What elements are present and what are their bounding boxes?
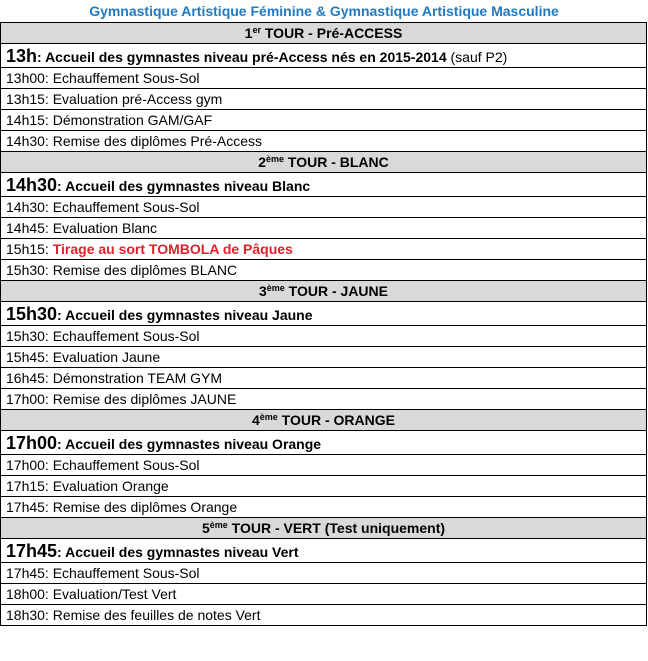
section-header-cell xyxy=(1,410,647,431)
schedule-item xyxy=(1,389,647,410)
schedule-item-text: 17h00: Echauffement Sous-Sol xyxy=(6,457,200,473)
schedule-item xyxy=(1,347,647,368)
schedule-item xyxy=(1,110,647,131)
schedule-item-text: 15h30: Echauffement Sous-Sol xyxy=(6,328,200,344)
accueil-cell xyxy=(1,431,647,455)
schedule-item xyxy=(1,68,647,89)
schedule-item-text: 13h00: Echauffement Sous-Sol xyxy=(6,70,200,86)
schedule-item-text: 17h45: Remise des diplômes Orange xyxy=(6,499,238,515)
schedule-item-highlight: Tirage au sort TOMBOLA de Pâques xyxy=(52,241,293,257)
accueil-row xyxy=(1,431,647,455)
schedule-item xyxy=(1,563,647,584)
schedule-item-text: 14h45: Evaluation Blanc xyxy=(6,220,157,236)
schedule-item xyxy=(1,89,647,110)
schedule-item-cell xyxy=(1,584,647,605)
schedule-item xyxy=(1,455,647,476)
schedule-item xyxy=(1,476,647,497)
accueil-row xyxy=(1,173,647,197)
schedule-item xyxy=(1,584,647,605)
schedule-item-cell xyxy=(1,368,647,389)
schedule-item-cell xyxy=(1,389,647,410)
page-title: Gymnastique Artistique Féminine & Gymnastique Artistique Masculine xyxy=(89,3,559,19)
schedule-item-cell xyxy=(1,476,647,497)
accueil-time: 17h00 xyxy=(6,432,58,453)
schedule-item-text: 16h45: Démonstration TEAM GYM xyxy=(6,370,223,386)
section-ordinal: ème xyxy=(266,154,285,164)
section-ordinal: er xyxy=(252,25,261,35)
accueil-text: : Accueil des gymnastes niveau Vert xyxy=(57,543,299,560)
accueil-text: : Accueil des gymnastes niveau Orange xyxy=(57,435,322,452)
accueil-text: : Accueil des gymnastes niveau pré-Access nés en 2015-2014 xyxy=(37,48,447,65)
section-number: 3 xyxy=(258,283,267,299)
schedule-item xyxy=(1,131,647,152)
section-number: 5 xyxy=(201,520,210,536)
schedule-item-cell xyxy=(1,563,647,584)
accueil-cell xyxy=(1,44,647,68)
section-header xyxy=(1,410,647,431)
accueil-time: 14h30 xyxy=(6,174,58,195)
schedule-item xyxy=(1,326,647,347)
section-header xyxy=(1,152,647,173)
accueil-row xyxy=(1,44,647,68)
schedule-item-text: 17h15: Evaluation Orange xyxy=(6,478,169,494)
section-header xyxy=(1,281,647,302)
accueil-row xyxy=(1,539,647,563)
schedule-item-cell xyxy=(1,239,647,260)
schedule-item xyxy=(1,368,647,389)
schedule-item-text: 18h00: Evaluation/Test Vert xyxy=(6,586,177,602)
schedule-item-text: 15h15: xyxy=(6,241,53,257)
schedule-item-text: 14h30: Echauffement Sous-Sol xyxy=(6,199,200,215)
section-header xyxy=(1,23,647,44)
schedule-item xyxy=(1,239,647,260)
accueil-time: 15h30 xyxy=(6,303,58,324)
section-header-cell xyxy=(1,23,647,44)
schedule-item-cell xyxy=(1,605,647,626)
schedule-item-cell xyxy=(1,326,647,347)
section-header-cell xyxy=(1,518,647,539)
section-header xyxy=(1,518,647,539)
schedule-item xyxy=(1,260,647,281)
schedule-item-cell xyxy=(1,110,647,131)
section-label: TOUR - VERT (Test uniquement) xyxy=(227,520,446,536)
section-number: 1 xyxy=(244,25,253,41)
schedule-item-cell xyxy=(1,197,647,218)
section-label: TOUR - ORANGE xyxy=(277,412,395,428)
section-label: TOUR - BLANC xyxy=(284,154,389,170)
schedule-item-cell xyxy=(1,347,647,368)
schedule-item-text: 17h00: Remise des diplômes JAUNE xyxy=(6,391,237,407)
schedule-table xyxy=(0,22,647,626)
accueil-time: 17h45 xyxy=(6,540,58,561)
accueil-time: 13h xyxy=(6,45,38,66)
section-number: 4 xyxy=(251,412,260,428)
schedule-item-cell xyxy=(1,497,647,518)
section-ordinal: ème xyxy=(259,412,278,422)
schedule-item-text: 15h30: Remise des diplômes BLANC xyxy=(6,262,238,278)
schedule-body xyxy=(1,23,647,626)
schedule-item xyxy=(1,197,647,218)
schedule-item-cell xyxy=(1,68,647,89)
section-header-cell xyxy=(1,152,647,173)
schedule-item-text: 17h45: Echauffement Sous-Sol xyxy=(6,565,200,581)
schedule-item-text: 13h15: Evaluation pré-Access gym xyxy=(6,91,223,107)
schedule-item-cell xyxy=(1,131,647,152)
schedule-item-text: 14h15: Démonstration GAM/GAF xyxy=(6,112,213,128)
accueil-cell xyxy=(1,539,647,563)
accueil-cell xyxy=(1,173,647,197)
section-header-cell xyxy=(1,281,647,302)
accueil-suffix: (sauf P2) xyxy=(446,48,508,65)
section-label: TOUR - Pré-ACCESS xyxy=(260,25,403,41)
accueil-text: : Accueil des gymnastes niveau Jaune xyxy=(57,306,313,323)
schedule-item xyxy=(1,497,647,518)
section-ordinal: ème xyxy=(209,520,228,530)
schedule-item-text: 15h45: Evaluation Jaune xyxy=(6,349,161,365)
schedule-item xyxy=(1,218,647,239)
schedule-item-cell xyxy=(1,218,647,239)
section-label: TOUR - JAUNE xyxy=(284,283,388,299)
accueil-row xyxy=(1,302,647,326)
section-ordinal: ème xyxy=(266,283,285,293)
accueil-text: : Accueil des gymnastes niveau Blanc xyxy=(57,177,311,194)
schedule-item-text: 18h30: Remise des feuilles de notes Vert xyxy=(6,607,261,623)
schedule-item-text: 14h30: Remise des diplômes Pré-Access xyxy=(6,133,263,149)
schedule-item-cell xyxy=(1,89,647,110)
schedule-item-cell xyxy=(1,260,647,281)
schedule-item-cell xyxy=(1,455,647,476)
schedule-item xyxy=(1,605,647,626)
section-number: 2 xyxy=(258,154,267,170)
accueil-cell xyxy=(1,302,647,326)
